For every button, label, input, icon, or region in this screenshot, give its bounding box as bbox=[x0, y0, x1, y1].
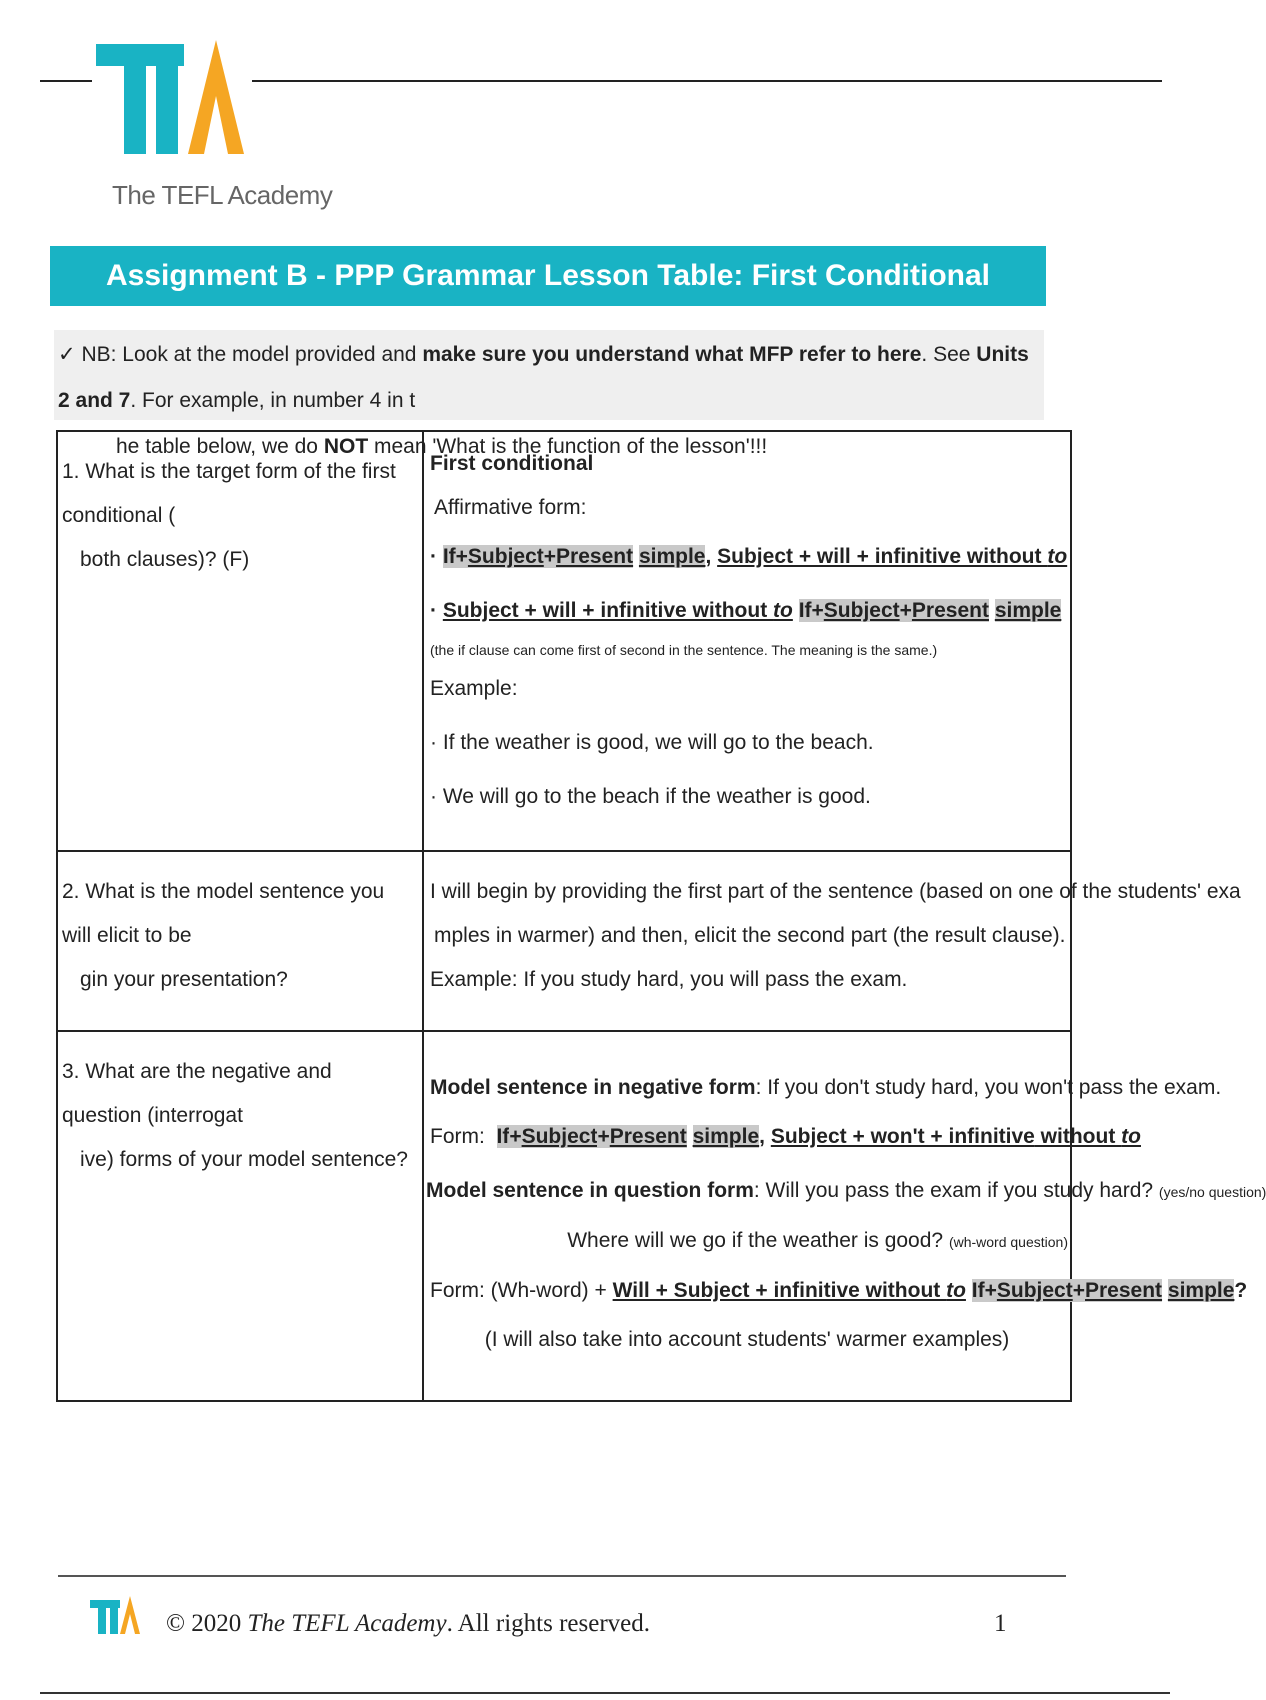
negative-form: Form: If+Subject+Present simple, Subject + won't + infinitive without to bbox=[430, 1125, 1141, 1148]
answer-cell bbox=[423, 431, 1071, 851]
answer-cell bbox=[423, 851, 1241, 1031]
footer-rule bbox=[58, 1575, 1066, 1577]
copyright: © 2020 The TEFL Academy. All rights reserved. bbox=[166, 1610, 650, 1637]
form-line-1: · If+Subject+Present simple, Subject + will + infinitive without to bbox=[430, 545, 1068, 568]
question-text: gin your presentation? bbox=[80, 968, 288, 991]
answer-text: I will begin by providing the first part of the sentence (based on one of the students' exa bbox=[430, 880, 1241, 903]
question-cell bbox=[57, 1031, 423, 1401]
footer-logo bbox=[90, 1592, 144, 1652]
question-text: both clauses)? (F) bbox=[80, 548, 250, 571]
table-row bbox=[57, 431, 1071, 851]
example-line: · We will go to the beach if the weather is good. bbox=[430, 785, 871, 808]
page-title: Assignment B - PPP Grammar Lesson Table: First Conditional bbox=[105, 259, 991, 292]
lesson-table bbox=[56, 430, 1266, 1402]
negative-sentence: Model sentence in negative form: If you don't study hard, you won't pass the exam. bbox=[430, 1076, 1222, 1099]
answer-cell bbox=[423, 1031, 1266, 1401]
answer-label: Affirmative form: bbox=[434, 496, 587, 519]
question-form: Form: (Wh-word) + Will + Subject + infinitive without to If+Subject+Present simple? bbox=[430, 1279, 1248, 1302]
answer-heading: First conditional bbox=[430, 452, 594, 475]
wh-question-sentence: Where will we go if the weather is good? (wh-word question) bbox=[567, 1229, 1068, 1252]
table-row bbox=[57, 851, 1071, 1031]
answer-text: Example: If you study hard, you will pass the exam. bbox=[430, 968, 908, 991]
note-bold: NOT bbox=[323, 435, 369, 458]
nb-note bbox=[54, 330, 1044, 458]
note-text: . For example, in number 4 in t bbox=[130, 389, 416, 412]
check-icon: ✓ bbox=[58, 343, 82, 366]
question-text: 2. What is the model sentence you will elicit to be bbox=[62, 880, 385, 947]
note-bold: Units 2 and 7 bbox=[58, 343, 1029, 412]
example-label: Example: bbox=[430, 677, 518, 700]
note-text: NB: Look at the model provided and bbox=[81, 343, 423, 366]
header-rule-left bbox=[40, 80, 92, 82]
answer-text: mples in warmer) and then, elicit the second part (the result clause). bbox=[434, 924, 1066, 947]
question-text: 3. What are the negative and question (interrogat bbox=[62, 1060, 332, 1127]
form-line-2: · Subject + will + infinitive without to If+Subject+Present simple bbox=[430, 599, 1062, 622]
closing-note: (I will also take into account students' warmer examples) bbox=[484, 1328, 1010, 1351]
title-bar bbox=[50, 246, 1046, 306]
example-line: · If the weather is good, we will go to the beach. bbox=[430, 731, 874, 754]
question-text: ive) forms of your model sentence? bbox=[80, 1148, 408, 1171]
question-sentence: Model sentence in question form: Will you pass the exam if you study hard? (yes/no question) bbox=[426, 1179, 1266, 1202]
header-rule-right bbox=[252, 80, 1162, 82]
question-text: 1. What is the target form of the first conditional ( bbox=[62, 460, 396, 527]
table-row bbox=[57, 1031, 1071, 1401]
form-note: (the if clause can come first of second in the sentence. The meaning is the same.) bbox=[430, 642, 938, 658]
note-text: mean 'What is the function of the lesson'!!! bbox=[368, 435, 768, 458]
note-text: he table below, we do bbox=[116, 435, 324, 458]
page-number: 1 bbox=[994, 1610, 1007, 1637]
question-cell bbox=[57, 431, 423, 851]
note-text: . See bbox=[921, 343, 977, 366]
question-cell bbox=[57, 851, 423, 1031]
logo-subtitle: The TEFL Academy bbox=[112, 180, 333, 210]
bottom-rule bbox=[40, 1692, 1170, 1694]
note-bold: make sure you understand what MFP refer to here bbox=[422, 343, 922, 366]
